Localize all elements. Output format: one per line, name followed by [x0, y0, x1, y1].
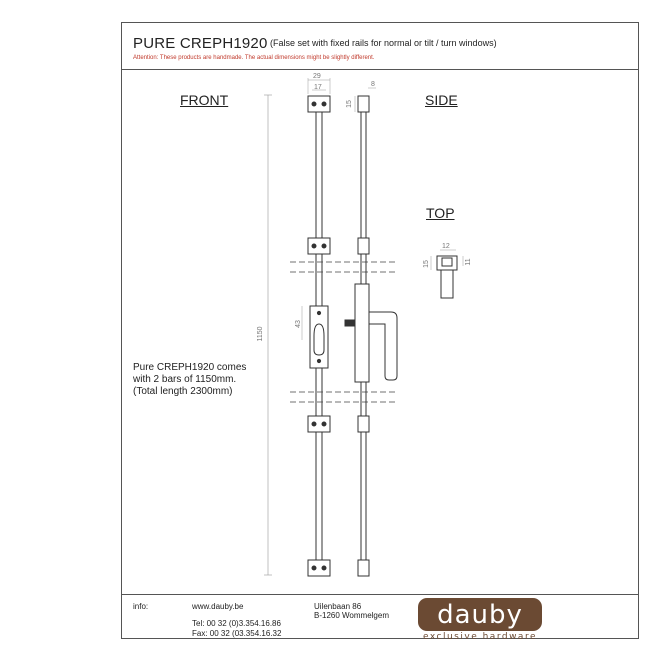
logo-wordmark: dauby [437, 600, 523, 630]
side-view-label: SIDE [425, 92, 458, 108]
logo-tagline: exclusive hardware [422, 632, 537, 642]
top-left-label: 15 [423, 260, 430, 268]
footer-info-label: info: [133, 602, 149, 611]
height-dimension-label: 1150 [257, 326, 264, 342]
side-rod [345, 96, 397, 576]
dauby-logo [414, 596, 546, 644]
product-note: Pure CREPH1920 comes with 2 bars of 1150mm. (Total length 2300mm) [133, 362, 247, 397]
footer-tel: Tel: 00 32 (0)3.354.16.86 [192, 619, 281, 628]
product-title: PURE CREPH1920 [133, 35, 268, 52]
front-view-label: FRONT [180, 92, 229, 108]
height-dimension [264, 95, 272, 575]
footer-fax: Fax: 00 32 (03.354.16.32 [192, 629, 282, 638]
break-lines [290, 262, 398, 402]
logo-badge [418, 598, 542, 631]
front-width-inner-label: 17 [314, 84, 322, 91]
front-rod [308, 96, 330, 576]
footer-street: Uilenbaan 86 [314, 602, 362, 611]
top-view-label: TOP [426, 205, 455, 221]
side-width-label: 8 [371, 81, 375, 88]
handle-plate-dimension-label: 43 [295, 320, 302, 328]
footer-website-link[interactable]: www.dauby.be [192, 602, 244, 611]
footer-city: B-1260 Wommelgem [314, 611, 389, 620]
handmade-warning: Attention: These products are handmade. The actual dimensions might be slightly different. [133, 55, 375, 61]
top-right-label: 11 [465, 258, 472, 266]
side-left-label: 15 [346, 100, 353, 108]
product-subtitle: (False set with fixed rails for normal or tilt / turn windows) [270, 38, 497, 48]
top-width-label: 12 [442, 243, 450, 250]
top-view-profile [437, 256, 457, 298]
front-width-total-label: 29 [313, 73, 321, 80]
